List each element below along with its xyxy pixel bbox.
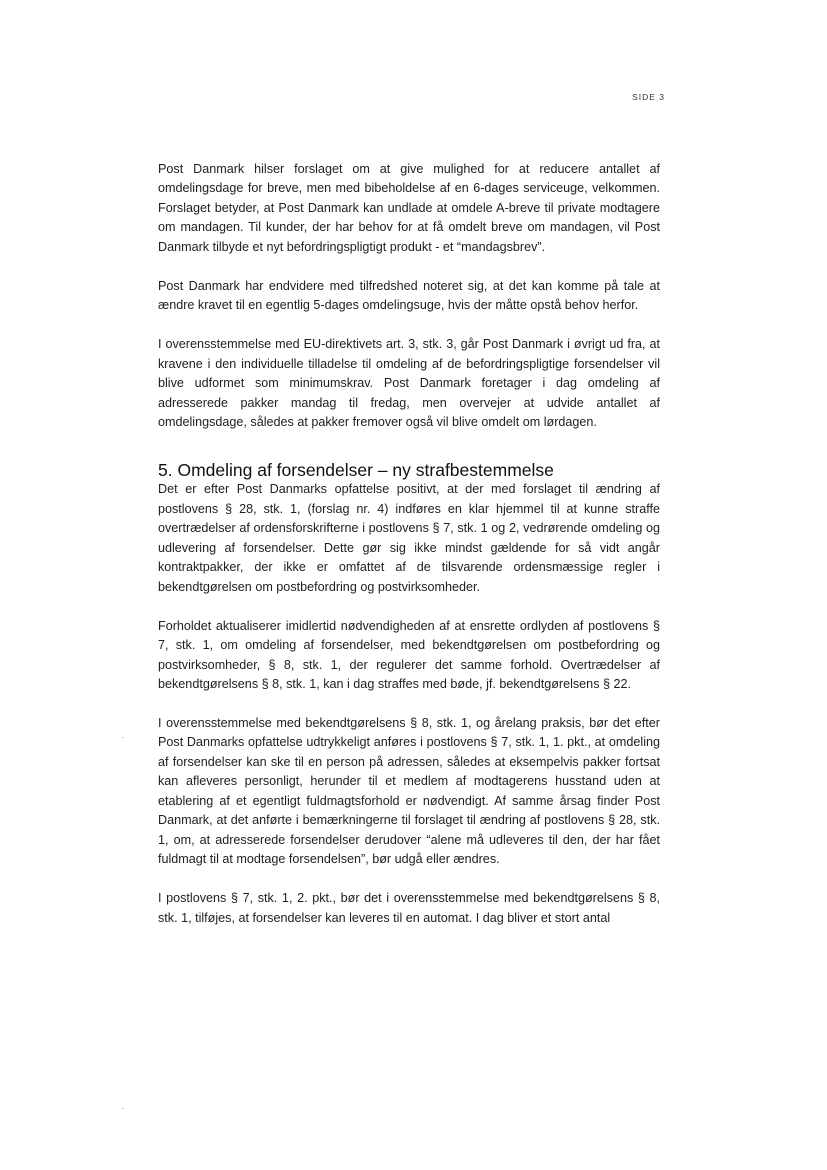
paragraph-mandagsbrev: Post Danmark hilser forslaget om at give mulighed for at reducere antallet af omdelingsdage for breve, men med bibeholdelse af en 6-dages serviceuge, velkommen. Forslaget betyder, at Post Danmark kan undlade at omdele A-breve til private modtagere om mandagen. Til kunder, der har behov for at få omdelt breve om mandagen, vil Post Danmark tilbyde et nyt befordringspligtigt produkt - et “mandagsbrev”. <box>158 162 660 254</box>
paragraph-strafbestemmelse: Det er efter Post Danmarks opfattelse positivt, at der med forslaget til ændring af postlovens § 28, stk. 1, (forslag nr. 4) indføres en klar hjemmel til at kunne straffe overtrædelser af ordensforskrifterne i postlovens § 7, stk. 1 og 2, vedrørende omdeling og udlevering af forsendelser. Dette gør sig ikke mindst gældende for så vidt angår kontraktpakker, der ikke er omfattet af de tilsvarende ordensmæssige regler i bekendtgørelsen om postbefordring og postvirksomheder. <box>158 482 660 594</box>
scan-mark <box>122 1108 124 1109</box>
section-heading: 5. Omdeling af forsendelser – ny strafbestemmelse <box>158 460 554 481</box>
document-body <box>158 160 660 948</box>
paragraph-ensrette-ordlyd: Forholdet aktualiserer imidlertid nødvendigheden af at ensrette ordlyden af postlovens § 7, stk. 1, om omdeling af forsendelser, med bekendtgørelsen om postbefordring og postvirksomheder, § 8, stk. 1, der regulerer det samme forhold. Overtrædelser af bekendtgørelsens § 8, stk. 1, kan i dag straffes med bøde, jf. bekendtgørelsens § 22. <box>158 618 660 692</box>
page-number: SIDE 3 <box>632 92 665 102</box>
paragraph-eu-direktiv: I overensstemmelse med EU-direktivets art. 3, stk. 3, går Post Danmark i øvrigt ud fra, at kravene i den individuelle tilladelse til omdeling af de befordringspligtige forsendelser vil blive udformet som minimumskrav. Post Danmark foretager i dag omdeling af adresserede pakker mandag til fredag, men overvejer at udvide antallet af omdelingsdage, således at pakker fremover også vil blive omdelt om lørdagen. <box>158 337 660 429</box>
paragraph-automat: I postlovens § 7, stk. 1, 2. pkt., bør det i overensstemmelse med bekendtgørelsens § 8, stk. 1, tilføjes, at forsendelser kan leveres til en automat. I dag bliver et stort antal <box>158 891 660 925</box>
scan-mark <box>122 737 124 738</box>
paragraph-aarelang-praksis: I overensstemmelse med bekendtgørelsens § 8, stk. 1, og årelang praksis, bør det efter Post Danmarks opfattelse udtrykkeligt anføres i postlovens § 7, stk. 1, 1. pkt., at omdeling af forsendelser kan ske til en person på adressen, således at eksempelvis pakker fortsat kan afleveres personligt, herunder til et medlem af modtagerens husstand uden at etablering af et egentligt fuldmagtsforhold er nødvendigt. Af samme årsag finder Post Danmark, at det anførte i bemærkningerne til forslaget til ændring af postlovens § 28, stk. 1, om, at adresserede forsendelser derudover “alene må udleveres til den, der har fået fuldmagt til at modtage forsendelsen”, bør udgå eller ændres. <box>158 715 660 867</box>
paragraph-5-dages-uge: Post Danmark har endvidere med tilfredshed noteret sig, at det kan komme på tale at ændre kravet til en egentlig 5-dages omdelingsuge, hvis der måtte opstå behov herfor. <box>158 278 660 313</box>
